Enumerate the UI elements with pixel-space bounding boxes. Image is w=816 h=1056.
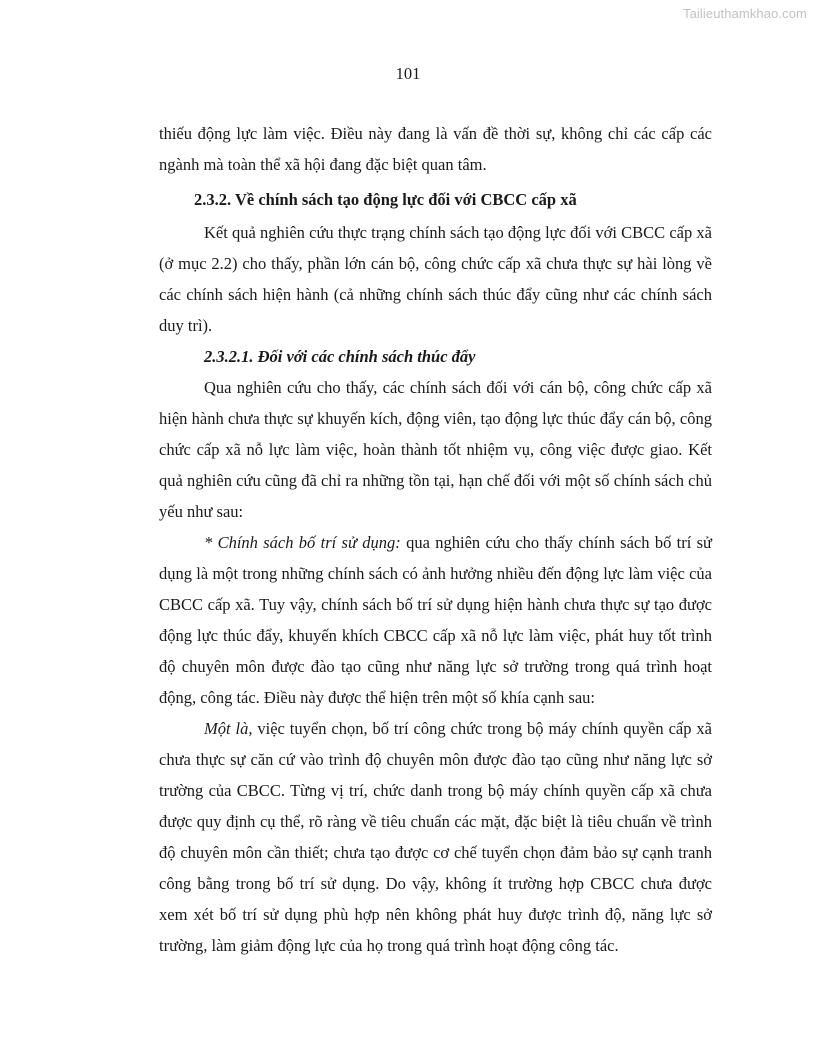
paragraph-4-text: qua nghiên cứu cho thấy chính sách bố trí sử dụng là một trong những chính sách có ảnh hưởng nhiều đến động lực làm việc của CBCC cấp xã. Tuy vậy, chính sách bố trí sử dụng hiện hành chưa thực sự tạo được động lực thúc đẩy, khuyến khích CBCC cấp xã nỗ lực làm việc, phát huy tốt trình độ chuyên môn được đào tạo cũng như năng lực sở trường trong quá trình hoạt động, công tác. Điều này được thể hiện trên một số khía cạnh sau: — [159, 533, 712, 707]
paragraph-5-text: việc tuyển chọn, bố trí công chức trong bộ máy chính quyền cấp xã chưa thực sự căn cứ vào trình độ chuyên môn được đào tạo cũng như năng lực sở trường của CBCC. Từng vị trí, chức danh trong bộ máy chính quyền cấp xã chưa được quy định cụ thể, rõ ràng về tiêu chuẩn các mặt, đặc biệt là tiêu chuẩn về trình độ chuyên môn cần thiết; chưa tạo được cơ chế tuyển chọn đảm bảo sự cạnh tranh công bằng trong bố trí sử dụng. Do vậy, không ít trường hợp CBCC chưa được xem xét bố trí sử dụng phù hợp nên không phát huy được trình độ, năng lực sở trường, làm giảm động lực của họ trong quá trình hoạt động công tác. — [159, 719, 712, 955]
document-body — [159, 118, 712, 961]
section-heading: 2.3.2. Về chính sách tạo động lực đối với CBCC cấp xã — [194, 190, 577, 209]
paragraph-3: Qua nghiên cứu cho thấy, các chính sách đối với cán bộ, công chức cấp xã hiện hành chưa thực sự khuyến kích, động viên, tạo động lực thúc đẩy cán bộ, công chức cấp xã nỗ lực làm việc, hoàn thành tốt nhiệm vụ, công việc được giao. Kết quả nghiên cứu cũng đã chỉ ra những tồn tại, hạn chế đối với một số chính sách chủ yếu như sau: — [159, 378, 712, 521]
page-number: 101 — [395, 64, 421, 83]
paragraph-4-lead: * Chính sách bố trí sử dụng: — [204, 533, 401, 552]
paragraph-1: thiếu động lực làm việc. Điều này đang là vấn đề thời sự, không chỉ các cấp các ngành mà toàn thể xã hội đang đặc biệt quan tâm. — [159, 124, 712, 174]
subsection-heading: 2.3.2.1. Đối với các chính sách thúc đẩy — [204, 347, 476, 366]
watermark: Tailieuthamkhao.com — [682, 6, 807, 21]
paragraph-2: Kết quả nghiên cứu thực trạng chính sách tạo động lực đối với CBCC cấp xã (ở mục 2.2) cho thấy, phần lớn cán bộ, công chức cấp xã chưa thực sự hài lòng về các chính sách hiện hành (cả những chính sách thúc đẩy cũng như các chính sách duy trì). — [159, 223, 712, 335]
paragraph-4 — [159, 527, 712, 713]
paragraph-5 — [159, 713, 712, 961]
paragraph-5-lead: Một là, — [204, 719, 253, 738]
